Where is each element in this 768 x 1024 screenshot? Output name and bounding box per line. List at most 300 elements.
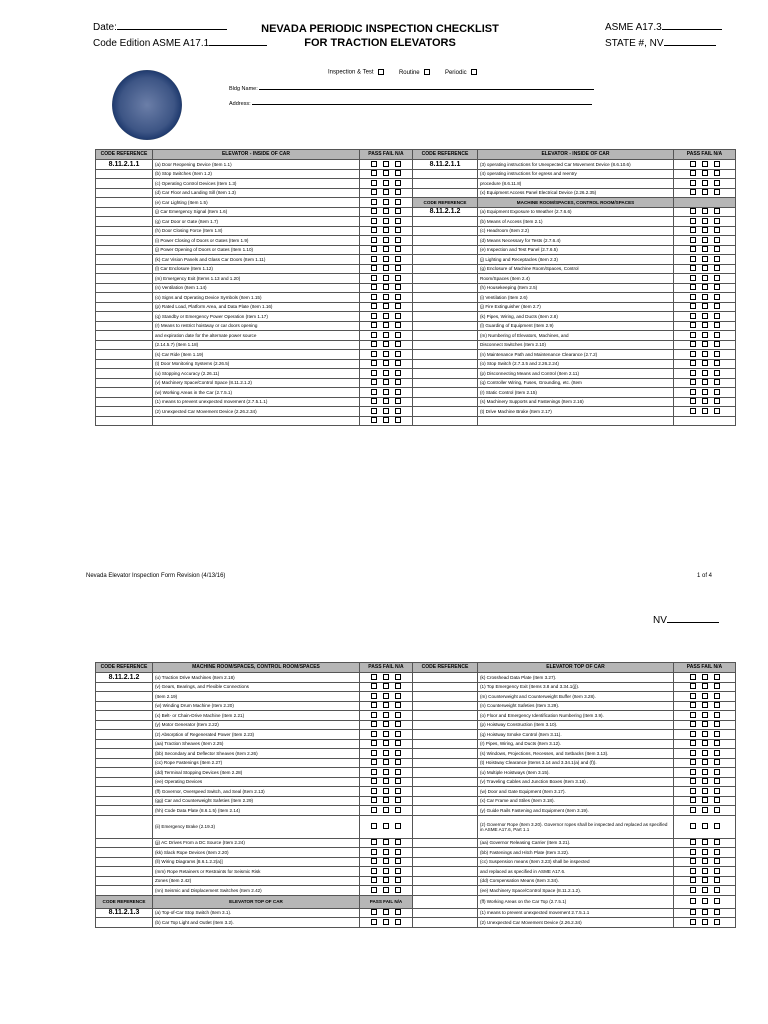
pass-checkbox[interactable] [690,849,696,855]
na-checkbox[interactable] [395,759,401,765]
fail-checkbox[interactable] [702,721,708,727]
pass-checkbox[interactable] [371,389,377,395]
pass-checkbox[interactable] [371,740,377,746]
pass-checkbox[interactable] [690,294,696,300]
na-checkbox[interactable] [714,683,720,689]
na-checkbox[interactable] [714,256,720,262]
pass-checkbox[interactable] [690,351,696,357]
fail-checkbox[interactable] [702,370,708,376]
na-checkbox[interactable] [714,750,720,756]
fail-checkbox[interactable] [383,712,389,718]
fail-checkbox[interactable] [702,868,708,874]
address-field[interactable]: Address: [229,101,592,107]
fail-checkbox[interactable] [702,284,708,290]
fail-checkbox[interactable] [702,227,708,233]
fail-checkbox[interactable] [383,731,389,737]
fail-checkbox[interactable] [383,341,389,347]
pass-checkbox[interactable] [371,379,377,385]
pass-checkbox[interactable] [690,246,696,252]
fail-checkbox[interactable] [702,740,708,746]
pass-checkbox[interactable] [371,360,377,366]
pass-checkbox[interactable] [690,877,696,883]
na-checkbox[interactable] [395,807,401,813]
fail-checkbox[interactable] [383,797,389,803]
fail-checkbox[interactable] [702,389,708,395]
na-checkbox[interactable] [714,237,720,243]
na-checkbox[interactable] [395,332,401,338]
na-checkbox[interactable] [714,702,720,708]
na-checkbox[interactable] [714,740,720,746]
fail-checkbox[interactable] [383,246,389,252]
pass-checkbox[interactable] [371,769,377,775]
fail-checkbox[interactable] [702,849,708,855]
pass-checkbox[interactable] [690,360,696,366]
na-checkbox[interactable] [395,919,401,925]
pass-checkbox[interactable] [371,797,377,803]
na-checkbox[interactable] [714,246,720,252]
fail-checkbox[interactable] [383,275,389,281]
fail-checkbox[interactable] [702,360,708,366]
na-checkbox[interactable] [395,284,401,290]
na-checkbox[interactable] [395,887,401,893]
na-checkbox[interactable] [714,909,720,915]
fail-checkbox[interactable] [702,341,708,347]
na-checkbox[interactable] [395,218,401,224]
na-checkbox[interactable] [395,417,401,423]
pass-checkbox[interactable] [371,712,377,718]
fail-checkbox[interactable] [383,379,389,385]
fail-checkbox[interactable] [383,313,389,319]
fail-checkbox[interactable] [383,208,389,214]
pass-checkbox[interactable] [690,161,696,167]
na-checkbox[interactable] [714,769,720,775]
fail-checkbox[interactable] [383,702,389,708]
pass-checkbox[interactable] [690,389,696,395]
na-checkbox[interactable] [714,351,720,357]
fail-checkbox[interactable] [702,898,708,904]
pass-checkbox[interactable] [371,170,377,176]
na-checkbox[interactable] [714,712,720,718]
na-checkbox[interactable] [395,909,401,915]
fail-checkbox[interactable] [383,389,389,395]
pass-checkbox[interactable] [371,849,377,855]
na-checkbox[interactable] [395,849,401,855]
na-checkbox[interactable] [714,731,720,737]
na-checkbox[interactable] [714,693,720,699]
pass-checkbox[interactable] [690,797,696,803]
na-checkbox[interactable] [395,379,401,385]
na-checkbox[interactable] [395,712,401,718]
na-checkbox[interactable] [395,227,401,233]
na-checkbox[interactable] [714,360,720,366]
pass-checkbox[interactable] [371,839,377,845]
pass-checkbox[interactable] [690,370,696,376]
na-checkbox[interactable] [395,868,401,874]
fail-checkbox[interactable] [383,398,389,404]
fail-checkbox[interactable] [383,303,389,309]
pass-checkbox[interactable] [371,778,377,784]
pass-checkbox[interactable] [690,284,696,290]
pass-checkbox[interactable] [690,322,696,328]
fail-checkbox[interactable] [383,189,389,195]
fail-checkbox[interactable] [383,721,389,727]
fail-checkbox[interactable] [702,322,708,328]
pass-checkbox[interactable] [371,218,377,224]
fail-checkbox[interactable] [702,909,708,915]
fail-checkbox[interactable] [383,161,389,167]
fail-checkbox[interactable] [383,265,389,271]
fail-checkbox[interactable] [702,858,708,864]
pass-checkbox[interactable] [371,351,377,357]
na-checkbox[interactable] [714,275,720,281]
na-checkbox[interactable] [714,180,720,186]
na-checkbox[interactable] [714,189,720,195]
na-checkbox[interactable] [395,674,401,680]
fail-checkbox[interactable] [383,674,389,680]
fail-checkbox[interactable] [383,788,389,794]
na-checkbox[interactable] [395,313,401,319]
pass-checkbox[interactable] [371,702,377,708]
fail-checkbox[interactable] [702,769,708,775]
pass-checkbox[interactable] [690,839,696,845]
fail-checkbox[interactable] [383,769,389,775]
na-checkbox[interactable] [714,408,720,414]
fail-checkbox[interactable] [702,731,708,737]
code-edition-field[interactable] [93,38,267,49]
asme-a173-field[interactable] [605,22,722,33]
pass-checkbox[interactable] [371,256,377,262]
fail-checkbox[interactable] [702,788,708,794]
fail-checkbox[interactable] [702,759,708,765]
na-checkbox[interactable] [395,322,401,328]
na-checkbox[interactable] [395,398,401,404]
fail-checkbox[interactable] [383,683,389,689]
fail-checkbox[interactable] [702,807,708,813]
pass-checkbox[interactable] [690,909,696,915]
na-checkbox[interactable] [714,341,720,347]
fail-checkbox[interactable] [702,778,708,784]
fail-checkbox[interactable] [383,909,389,915]
fail-checkbox[interactable] [702,877,708,883]
nv-field[interactable]: NV [653,615,719,626]
na-checkbox[interactable] [714,919,720,925]
date-field[interactable] [93,22,227,33]
pass-checkbox[interactable] [371,788,377,794]
fail-checkbox[interactable] [702,379,708,385]
fail-checkbox[interactable] [702,256,708,262]
pass-checkbox[interactable] [371,341,377,347]
fail-checkbox[interactable] [383,360,389,366]
state-number-field[interactable] [605,38,716,49]
fail-checkbox[interactable] [702,208,708,214]
na-checkbox[interactable] [714,807,720,813]
fail-checkbox[interactable] [702,180,708,186]
pass-checkbox[interactable] [690,256,696,262]
pass-checkbox[interactable] [690,898,696,904]
na-checkbox[interactable] [714,208,720,214]
na-checkbox[interactable] [395,170,401,176]
pass-checkbox[interactable] [690,218,696,224]
fail-checkbox[interactable] [702,839,708,845]
na-checkbox[interactable] [714,218,720,224]
fail-checkbox[interactable] [383,778,389,784]
fail-checkbox[interactable] [702,351,708,357]
na-checkbox[interactable] [714,674,720,680]
pass-checkbox[interactable] [371,683,377,689]
pass-checkbox[interactable] [690,237,696,243]
pass-checkbox[interactable] [371,180,377,186]
na-checkbox[interactable] [714,389,720,395]
fail-checkbox[interactable] [383,294,389,300]
na-checkbox[interactable] [395,189,401,195]
pass-checkbox[interactable] [690,341,696,347]
na-checkbox[interactable] [395,370,401,376]
na-checkbox[interactable] [714,322,720,328]
pass-checkbox[interactable] [690,227,696,233]
na-checkbox[interactable] [395,256,401,262]
fail-checkbox[interactable] [383,180,389,186]
pass-checkbox[interactable] [690,398,696,404]
pass-checkbox[interactable] [690,721,696,727]
na-checkbox[interactable] [714,161,720,167]
pass-checkbox[interactable] [371,877,377,883]
pass-checkbox[interactable] [690,180,696,186]
na-checkbox[interactable] [395,788,401,794]
na-checkbox[interactable] [395,237,401,243]
na-checkbox[interactable] [714,778,720,784]
pass-checkbox[interactable] [690,788,696,794]
fail-checkbox[interactable] [702,683,708,689]
inspection-test-checkbox[interactable] [378,69,384,75]
na-checkbox[interactable] [714,877,720,883]
pass-checkbox[interactable] [371,284,377,290]
fail-checkbox[interactable] [383,370,389,376]
pass-checkbox[interactable] [690,759,696,765]
pass-checkbox[interactable] [690,778,696,784]
fail-checkbox[interactable] [383,199,389,205]
fail-checkbox[interactable] [383,807,389,813]
na-checkbox[interactable] [714,797,720,803]
pass-checkbox[interactable] [690,868,696,874]
na-checkbox[interactable] [714,370,720,376]
fail-checkbox[interactable] [383,227,389,233]
pass-checkbox[interactable] [371,731,377,737]
na-checkbox[interactable] [395,351,401,357]
pass-checkbox[interactable] [371,313,377,319]
pass-checkbox[interactable] [690,379,696,385]
na-checkbox[interactable] [395,208,401,214]
fail-checkbox[interactable] [383,170,389,176]
pass-checkbox[interactable] [371,208,377,214]
na-checkbox[interactable] [714,839,720,845]
fail-checkbox[interactable] [383,322,389,328]
pass-checkbox[interactable] [371,294,377,300]
fail-checkbox[interactable] [383,256,389,262]
fail-checkbox[interactable] [383,693,389,699]
fail-checkbox[interactable] [383,408,389,414]
na-checkbox[interactable] [395,294,401,300]
pass-checkbox[interactable] [690,674,696,680]
na-checkbox[interactable] [395,721,401,727]
na-checkbox[interactable] [395,858,401,864]
pass-checkbox[interactable] [371,868,377,874]
fail-checkbox[interactable] [702,693,708,699]
pass-checkbox[interactable] [371,858,377,864]
na-checkbox[interactable] [395,389,401,395]
na-checkbox[interactable] [395,303,401,309]
na-checkbox[interactable] [714,849,720,855]
fail-checkbox[interactable] [383,849,389,855]
pass-checkbox[interactable] [371,750,377,756]
na-checkbox[interactable] [714,303,720,309]
fail-checkbox[interactable] [702,332,708,338]
fail-checkbox[interactable] [383,759,389,765]
na-checkbox[interactable] [395,360,401,366]
na-checkbox[interactable] [395,778,401,784]
fail-checkbox[interactable] [383,868,389,874]
na-checkbox[interactable] [395,408,401,414]
na-checkbox[interactable] [395,839,401,845]
na-checkbox[interactable] [714,868,720,874]
fail-checkbox[interactable] [702,161,708,167]
pass-checkbox[interactable] [371,919,377,925]
pass-checkbox[interactable] [371,332,377,338]
pass-checkbox[interactable] [690,750,696,756]
fail-checkbox[interactable] [383,237,389,243]
na-checkbox[interactable] [395,693,401,699]
fail-checkbox[interactable] [702,398,708,404]
fail-checkbox[interactable] [383,877,389,883]
pass-checkbox[interactable] [371,693,377,699]
fail-checkbox[interactable] [383,417,389,423]
fail-checkbox[interactable] [383,218,389,224]
na-checkbox[interactable] [714,759,720,765]
na-checkbox[interactable] [395,750,401,756]
pass-checkbox[interactable] [371,674,377,680]
pass-checkbox[interactable] [371,227,377,233]
fail-checkbox[interactable] [383,284,389,290]
pass-checkbox[interactable] [371,246,377,252]
na-checkbox[interactable] [714,294,720,300]
pass-checkbox[interactable] [371,275,377,281]
fail-checkbox[interactable] [702,294,708,300]
na-checkbox[interactable] [395,797,401,803]
pass-checkbox[interactable] [371,322,377,328]
pass-checkbox[interactable] [690,858,696,864]
fail-checkbox[interactable] [702,237,708,243]
na-checkbox[interactable] [395,275,401,281]
na-checkbox[interactable] [714,721,720,727]
na-checkbox[interactable] [714,898,720,904]
pass-checkbox[interactable] [371,398,377,404]
fail-checkbox[interactable] [383,919,389,925]
pass-checkbox[interactable] [371,909,377,915]
na-checkbox[interactable] [714,284,720,290]
fail-checkbox[interactable] [702,218,708,224]
fail-checkbox[interactable] [702,887,708,893]
pass-checkbox[interactable] [690,702,696,708]
pass-checkbox[interactable] [371,823,377,829]
pass-checkbox[interactable] [371,199,377,205]
na-checkbox[interactable] [395,877,401,883]
fail-checkbox[interactable] [702,265,708,271]
pass-checkbox[interactable] [371,370,377,376]
pass-checkbox[interactable] [371,807,377,813]
fail-checkbox[interactable] [702,275,708,281]
na-checkbox[interactable] [714,823,720,829]
fail-checkbox[interactable] [702,303,708,309]
pass-checkbox[interactable] [690,275,696,281]
pass-checkbox[interactable] [690,313,696,319]
fail-checkbox[interactable] [702,823,708,829]
fail-checkbox[interactable] [383,351,389,357]
pass-checkbox[interactable] [371,408,377,414]
na-checkbox[interactable] [714,265,720,271]
pass-checkbox[interactable] [690,740,696,746]
na-checkbox[interactable] [395,341,401,347]
pass-checkbox[interactable] [690,189,696,195]
periodic-checkbox[interactable] [471,69,477,75]
pass-checkbox[interactable] [371,759,377,765]
pass-checkbox[interactable] [690,170,696,176]
na-checkbox[interactable] [395,199,401,205]
na-checkbox[interactable] [395,731,401,737]
na-checkbox[interactable] [714,379,720,385]
pass-checkbox[interactable] [690,693,696,699]
fail-checkbox[interactable] [702,313,708,319]
routine-checkbox[interactable] [424,69,430,75]
pass-checkbox[interactable] [371,189,377,195]
bldg-name-field[interactable]: Bldg Name: [229,86,594,92]
pass-checkbox[interactable] [690,303,696,309]
pass-checkbox[interactable] [690,265,696,271]
na-checkbox[interactable] [395,683,401,689]
na-checkbox[interactable] [714,887,720,893]
fail-checkbox[interactable] [702,750,708,756]
pass-checkbox[interactable] [371,887,377,893]
fail-checkbox[interactable] [702,712,708,718]
fail-checkbox[interactable] [383,887,389,893]
na-checkbox[interactable] [395,180,401,186]
na-checkbox[interactable] [714,332,720,338]
fail-checkbox[interactable] [702,797,708,803]
pass-checkbox[interactable] [690,731,696,737]
pass-checkbox[interactable] [371,161,377,167]
na-checkbox[interactable] [714,227,720,233]
fail-checkbox[interactable] [702,702,708,708]
fail-checkbox[interactable] [383,823,389,829]
pass-checkbox[interactable] [371,417,377,423]
pass-checkbox[interactable] [371,303,377,309]
fail-checkbox[interactable] [702,919,708,925]
na-checkbox[interactable] [395,823,401,829]
pass-checkbox[interactable] [690,919,696,925]
na-checkbox[interactable] [714,170,720,176]
pass-checkbox[interactable] [690,683,696,689]
pass-checkbox[interactable] [690,332,696,338]
na-checkbox[interactable] [714,398,720,404]
fail-checkbox[interactable] [702,408,708,414]
pass-checkbox[interactable] [690,712,696,718]
pass-checkbox[interactable] [690,408,696,414]
pass-checkbox[interactable] [371,237,377,243]
fail-checkbox[interactable] [383,332,389,338]
na-checkbox[interactable] [395,769,401,775]
pass-checkbox[interactable] [371,721,377,727]
pass-checkbox[interactable] [690,769,696,775]
na-checkbox[interactable] [395,246,401,252]
na-checkbox[interactable] [714,313,720,319]
